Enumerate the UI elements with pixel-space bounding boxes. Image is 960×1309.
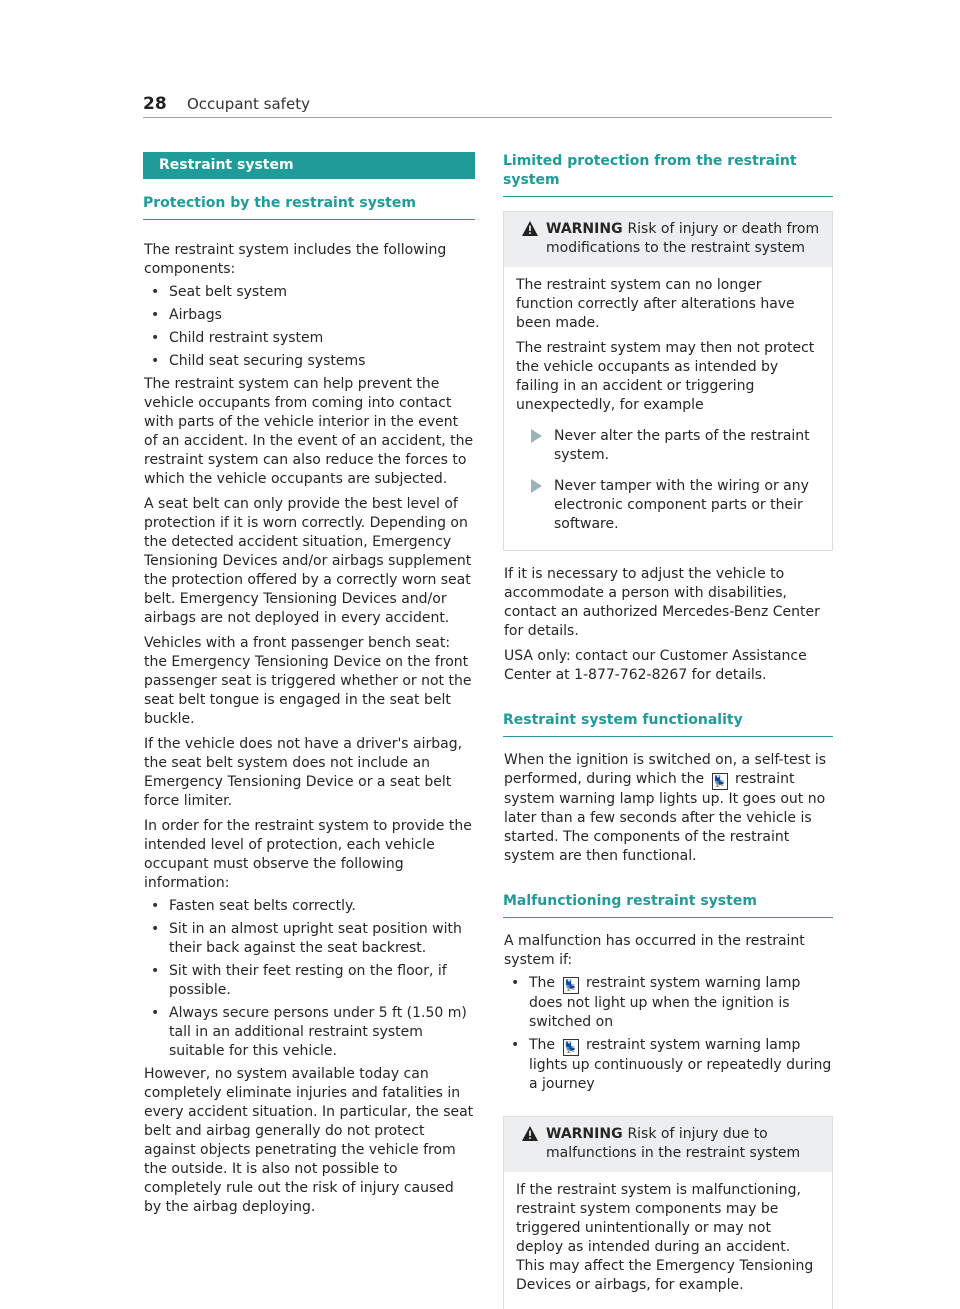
step-text: Never tamper with the wiring or any electronic component parts or their software.	[554, 478, 809, 532]
list-item: • Sit in an almost upright seat position with their back against the seat backrest.	[144, 920, 475, 958]
arrow-step-icon	[531, 479, 542, 493]
paragraph: If the restraint system is malfunctioning, restraint system components may be triggered unintentionally or may not deploy as intended during an accident. This may affect the Emergency Tensioning Devices or airbags, for example.	[516, 1182, 814, 1293]
section-heading-bar: Restraint system	[143, 152, 475, 179]
warning-header	[504, 212, 832, 267]
page-number: 28	[143, 94, 167, 114]
subheading-functionality: Restraint system functionality	[503, 711, 833, 737]
list-item	[504, 974, 833, 1032]
rules-list	[144, 897, 475, 1061]
subheading-malfunction: Malfunctioning restraint system	[503, 892, 833, 918]
running-header-title: Occupant safety	[187, 95, 310, 113]
warning-triangle-icon	[522, 221, 538, 242]
paragraph: If the vehicle does not have a driver's airbag, the seat belt system does not include an Emergency Tensioning Device or a seat belt force limiter.	[144, 736, 463, 809]
restraint-system-warning-lamp-icon: 💺	[563, 979, 578, 992]
subheading-protection: Protection by the restraint system	[143, 194, 475, 220]
warning-label: WARNING	[546, 221, 628, 237]
restraint-system-warning-lamp-icon: 💺	[563, 1041, 578, 1054]
malfunction-list	[504, 974, 833, 1094]
warning-box	[503, 1116, 833, 1309]
warning-title: Risk of injury due to malfunctions in the restraint system	[546, 1126, 801, 1161]
warning-triangle-icon	[522, 1126, 538, 1147]
list-item: • Always secure persons under 5 ft (1.50 m) tall in an additional restraint system suitable for this vehicle.	[144, 1004, 475, 1061]
text-span: restraint system warning lamp does not light up when the ignition is switched on	[529, 975, 801, 1030]
list-item: • Child seat securing systems	[144, 352, 475, 371]
paragraph: USA only: contact our Customer Assistance Center at 1-877-762-8267 for details.	[504, 648, 807, 683]
warning-title: Risk of injury or death from modifications to the restraint system	[546, 221, 820, 256]
text-span: When the ignition is switched on, a self-test is performed, during which the	[504, 752, 827, 787]
intro-paragraph: The restraint system includes the following components:	[144, 242, 447, 277]
step-text: Never alter the parts of the restraint system.	[554, 428, 810, 463]
paragraph: In order for the restraint system to provide the intended level of protection, each vehicle occupant must observe the following information:	[144, 818, 472, 891]
text-span: restraint system warning lamp lights up continuously or repeatedly during a journey	[529, 1037, 832, 1092]
arrow-step-icon	[531, 429, 542, 443]
paragraph: Vehicles with a front passenger bench seat: the Emergency Tensioning Device on the front passenger seat is triggered whether or not the seat belt tongue is engaged in the seat belt buckle.	[144, 635, 472, 727]
list-item: • Fasten seat belts correctly.	[144, 897, 475, 916]
list-item: • Seat belt system	[144, 283, 475, 302]
header-divider	[143, 117, 832, 118]
warning-header	[504, 1117, 832, 1172]
paragraph: A malfunction has occurred in the restraint system if:	[504, 933, 805, 968]
text-span: The	[529, 975, 560, 991]
list-item	[504, 1036, 833, 1094]
list-item: • Airbags	[144, 306, 475, 325]
paragraph: The restraint system may then not protect the vehicle occupants as intended by failing in an accident or triggering unexpectedly, for example	[516, 340, 815, 413]
right-column	[503, 152, 833, 1309]
left-column	[143, 152, 475, 1223]
text-span: restraint system warning lamp lights up. It goes out no later than a few seconds after the vehicle is started. The components of the restraint system are then functional.	[504, 771, 826, 864]
components-list	[144, 283, 475, 371]
paragraph: The restraint system can no longer function correctly after alterations have been made.	[516, 277, 795, 331]
left-body	[143, 241, 475, 1217]
warning-box	[503, 211, 833, 551]
malfunction-body	[503, 932, 833, 1094]
paragraph: The restraint system can help prevent the vehicle occupants from coming into contact with parts of the vehicle interior in the event of an accident. In the event of an accident, the restraint system can also reduce the forces to which the vehicle occupants are subjected.	[144, 376, 474, 487]
warning-body	[504, 267, 832, 550]
paragraph	[504, 751, 833, 866]
subheading-limited-protection: Limited protection from the restraint system	[503, 152, 833, 197]
instruction-step	[516, 477, 822, 534]
warning-label: WARNING	[546, 1126, 628, 1142]
instruction-step	[516, 427, 822, 465]
text-span: The	[529, 1037, 560, 1053]
functionality-body	[503, 751, 833, 866]
list-item: • Child restraint system	[144, 329, 475, 348]
paragraph: A seat belt can only provide the best level of protection if it is worn correctly. Depending on the detected accident situation, Emergency Tensioning Devices and/or airbags supplement the protection offered by a correctly worn seat belt. Emergency Tensioning Devices and/or airbags are not deployed in every accident.	[144, 496, 472, 626]
right-body	[503, 565, 833, 685]
warning-body	[504, 1172, 832, 1309]
paragraph: If it is necessary to adjust the vehicle to accommodate a person with disabilities, contact an authorized Mercedes-Benz Center for details.	[504, 566, 820, 639]
list-item: • Sit with their feet resting on the floor, if possible.	[144, 962, 475, 1000]
restraint-system-warning-lamp-icon: 💺	[712, 775, 727, 788]
paragraph: However, no system available today can completely eliminate injuries and fatalities in every accident situation. In particular, the seat belt and airbag generally do not protect against objects penetrating the vehicle from the outside. It is also not possible to completely rule out the risk of injury caused by the airbag deploying.	[144, 1066, 474, 1215]
